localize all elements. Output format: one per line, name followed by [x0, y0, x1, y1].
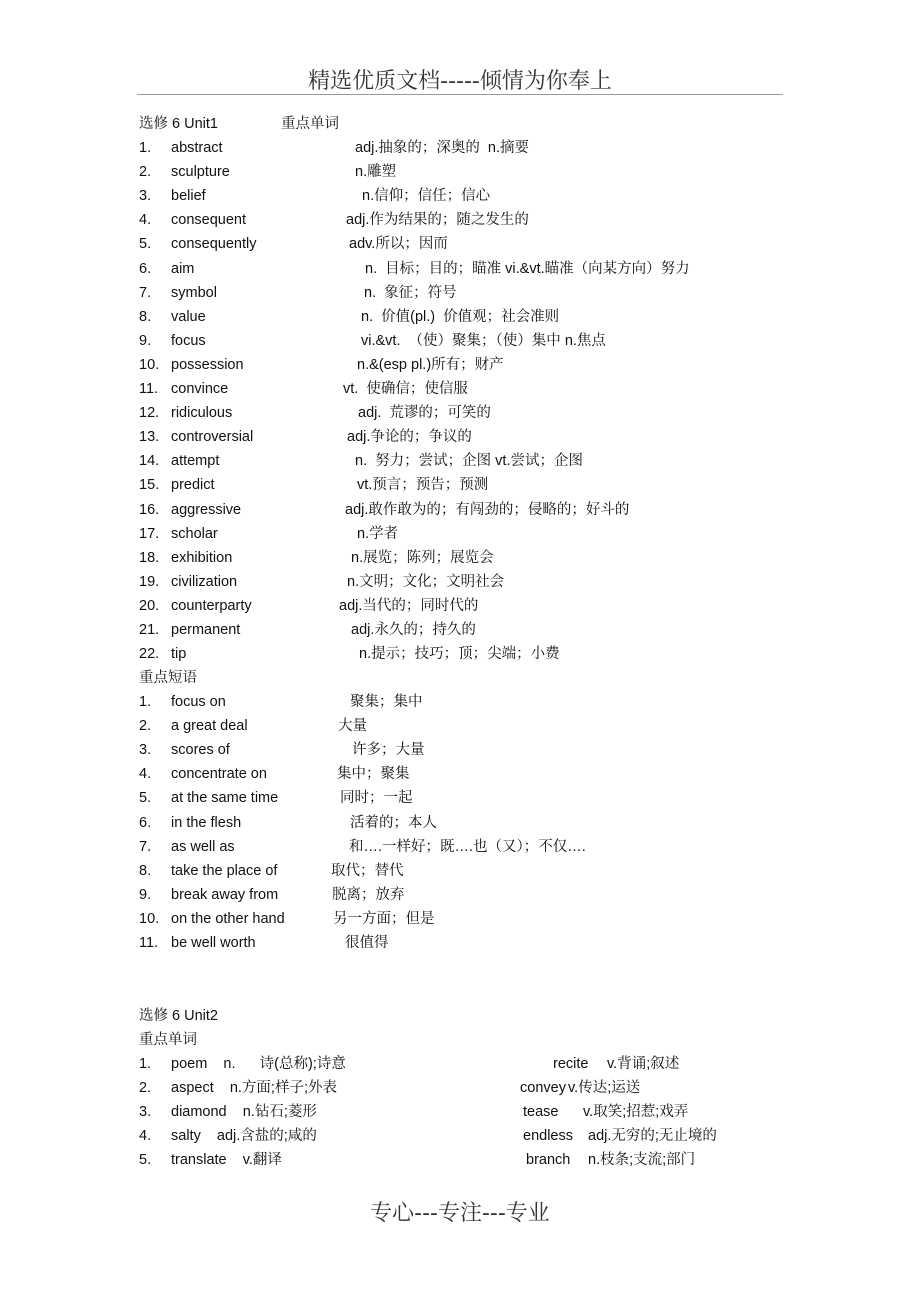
- list-item-definition: adj.抽象的；深奥的 n.摘要: [355, 140, 530, 156]
- list-item-word: consequent: [171, 212, 246, 229]
- unit1-subtitle: 重点单词: [281, 116, 339, 132]
- list-item-number: 19.: [139, 573, 160, 590]
- phrase-number: 3.: [139, 742, 152, 759]
- list-item-right-definition: v.取笑;招惹;戏弄: [583, 1104, 689, 1121]
- list-item-number: 5.: [139, 1152, 152, 1169]
- list-item-word: controversial: [171, 429, 254, 446]
- list-item-number: 12.: [139, 405, 160, 422]
- list-item-definition: n. 目标；目的；瞄准 vi.&vt.瞄准（向某方向）努力: [365, 260, 690, 277]
- list-item-word-definition: aspect n.方面;样子;外表: [171, 1080, 337, 1097]
- list-item-word-definition: translate v.翻译: [171, 1152, 282, 1169]
- list-item-word: convince: [171, 381, 229, 397]
- list-item-word: counterparty: [171, 597, 252, 614]
- phrase-number: 6.: [139, 814, 152, 831]
- header-rule: [137, 94, 783, 95]
- list-item-definition: n.学者: [357, 525, 399, 542]
- phrase-definition: 另一方面；但是: [333, 910, 435, 927]
- list-item-number: 17.: [139, 525, 160, 542]
- list-item-number: 3.: [139, 1104, 152, 1121]
- phrases-title: 重点短语: [139, 670, 197, 686]
- phrase-text: concentrate on: [171, 766, 267, 783]
- phrase-number: 10.: [139, 910, 160, 927]
- list-item-word-definition: poem n. 诗(总称);诗意: [171, 1056, 346, 1072]
- phrase-number: 9.: [139, 886, 152, 903]
- phrase-number: 8.: [139, 862, 152, 879]
- list-item-word-definition: salty adj.含盐的;咸的: [171, 1128, 317, 1145]
- list-item-number: 20.: [139, 597, 160, 614]
- list-item-definition: adj.当代的；同时代的: [339, 597, 479, 614]
- phrase-definition: 很值得: [345, 935, 389, 951]
- phrase-definition: 脱离；放弃: [332, 886, 405, 903]
- list-item-number: 7.: [139, 284, 152, 301]
- phrase-definition: 取代；替代: [331, 862, 404, 879]
- list-item-word: focus: [171, 332, 206, 349]
- list-item-definition: vt.预言；预告；预测: [357, 477, 489, 494]
- list-item-number: 22.: [139, 646, 160, 663]
- list-item-number: 6.: [139, 260, 152, 277]
- list-item-word: aggressive: [171, 501, 242, 518]
- list-item-number: 16.: [139, 501, 160, 518]
- list-item-word: civilization: [171, 573, 238, 590]
- list-item-definition: adv.所以；因而: [349, 236, 448, 253]
- list-item-number: 4.: [139, 212, 152, 229]
- list-item-definition: n.雕塑: [355, 164, 397, 181]
- list-item-word: attempt: [171, 453, 220, 470]
- phrase-definition: 许多；大量: [352, 742, 425, 759]
- list-item-right-definition: n.枝条;支流;部门: [588, 1152, 696, 1169]
- phrase-text: as well as: [171, 838, 235, 855]
- list-item-right-word: branch: [526, 1152, 571, 1169]
- list-item-number: 15.: [139, 477, 160, 494]
- list-item-definition: adj. 荒谬的；可笑的: [358, 405, 491, 422]
- list-item-right-definition: v.背诵;叙述: [607, 1056, 680, 1072]
- list-item-number: 13.: [139, 429, 160, 446]
- list-item-number: 14.: [139, 453, 160, 470]
- phrase-definition: 活着的；本人: [350, 814, 437, 831]
- list-item-definition: n.信仰；信任；信心: [362, 188, 491, 205]
- list-item-definition: adj.作为结果的；随之发生的: [346, 212, 529, 229]
- list-item-right-word: recite: [553, 1056, 589, 1072]
- list-item-definition: vi.&vt. （使）聚集；（使）集中 n.焦点: [361, 332, 606, 349]
- list-item-number: 1.: [139, 1056, 152, 1072]
- list-item-definition: adj.争论的；争议的: [347, 429, 472, 446]
- phrase-definition: 同时；一起: [340, 790, 413, 807]
- list-item-number: 8.: [139, 308, 152, 325]
- list-item-number: 18.: [139, 549, 160, 566]
- phrase-text: focus on: [171, 694, 226, 710]
- list-item-word: belief: [171, 188, 206, 205]
- phrase-definition: 和….一样好；既….也（又）；不仅….: [349, 838, 586, 855]
- list-item-definition: n.提示；技巧；顶；尖端；小费: [359, 646, 560, 663]
- unit1-title: 选修 6 Unit1: [139, 116, 218, 132]
- list-item-word: sculpture: [171, 164, 230, 181]
- list-item-number: 11.: [139, 381, 159, 397]
- list-item-word: scholar: [171, 525, 218, 542]
- list-item-word: permanent: [171, 622, 241, 638]
- page-header: 精选优质文档-----倾情为你奉上: [308, 69, 612, 94]
- list-item-word: abstract: [171, 140, 223, 156]
- list-item-word: value: [171, 308, 206, 325]
- unit2-title: 选修 6 Unit2: [139, 1008, 218, 1024]
- list-item-number: 4.: [139, 1128, 152, 1145]
- list-item-word: possession: [171, 356, 244, 373]
- list-item-number: 21.: [139, 622, 160, 638]
- list-item-right-definition: v.传达;运送: [568, 1080, 641, 1097]
- list-item-number: 2.: [139, 164, 152, 181]
- phrase-text: on the other hand: [171, 910, 285, 927]
- list-item-definition: n. 努力；尝试；企图 vt.尝试；企图: [355, 453, 583, 470]
- phrase-definition: 集中；聚集: [337, 766, 410, 783]
- page-footer: 专心---专注---专业: [370, 1201, 550, 1226]
- phrase-text: at the same time: [171, 790, 279, 807]
- list-item-word: symbol: [171, 284, 217, 301]
- phrase-number: 2.: [139, 718, 152, 735]
- phrase-number: 1.: [139, 694, 152, 710]
- phrase-number: 7.: [139, 838, 152, 855]
- list-item-definition: n.文明；文化；文明社会: [347, 573, 505, 590]
- list-item-right-word: tease: [523, 1104, 559, 1121]
- list-item-definition: n.展览；陈列；展览会: [351, 549, 494, 566]
- unit2-subtitle: 重点单词: [139, 1032, 197, 1048]
- phrase-number: 11.: [139, 935, 159, 951]
- list-item-number: 2.: [139, 1080, 152, 1097]
- phrase-text: a great deal: [171, 718, 248, 735]
- list-item-definition: adj.永久的；持久的: [351, 622, 476, 638]
- list-item-right-definition: adj.无穷的;无止境的: [588, 1128, 717, 1145]
- list-item-definition: n.&(esp pl.)所有；财产: [357, 356, 504, 373]
- phrase-text: be well worth: [171, 935, 256, 951]
- list-item-definition: n. 价值(pl.) 价值观；社会准则: [361, 308, 560, 325]
- list-item-word: consequently: [171, 236, 257, 253]
- phrase-number: 5.: [139, 790, 152, 807]
- list-item-number: 5.: [139, 236, 152, 253]
- list-item-number: 1.: [139, 140, 152, 156]
- phrase-definition: 大量: [338, 718, 367, 735]
- list-item-word: predict: [171, 477, 215, 494]
- list-item-word: aim: [171, 260, 195, 277]
- phrase-number: 4.: [139, 766, 152, 783]
- phrase-definition: 聚集；集中: [350, 694, 423, 710]
- phrase-text: break away from: [171, 886, 279, 903]
- phrase-text: scores of: [171, 742, 230, 759]
- list-item-definition: n. 象征；符号: [364, 284, 457, 301]
- list-item-word-definition: diamond n.钻石;菱形: [171, 1104, 317, 1121]
- list-item-number: 9.: [139, 332, 152, 349]
- list-item-definition: adj.敢作敢为的；有闯劲的；侵略的；好斗的: [345, 501, 630, 518]
- list-item-definition: vt. 使确信；使信服: [343, 381, 468, 397]
- list-item-number: 10.: [139, 356, 160, 373]
- list-item-right-word: endless: [523, 1128, 573, 1145]
- list-item-word: tip: [171, 646, 187, 663]
- list-item-word: ridiculous: [171, 405, 233, 422]
- list-item-right-word: convey: [520, 1080, 566, 1097]
- phrase-text: in the flesh: [171, 814, 242, 831]
- list-item-number: 3.: [139, 188, 152, 205]
- list-item-word: exhibition: [171, 549, 233, 566]
- phrase-text: take the place of: [171, 862, 278, 879]
